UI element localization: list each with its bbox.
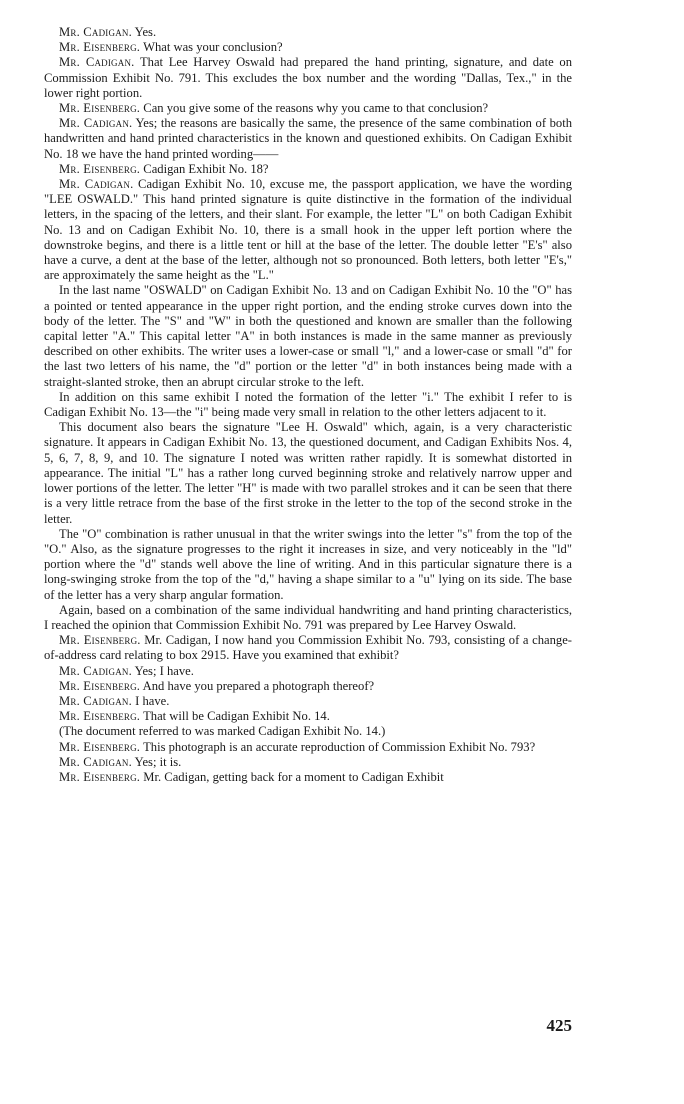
speaker-label: Mr. Cadigan. <box>59 116 133 131</box>
paragraph <box>44 420 572 526</box>
paragraph <box>44 709 572 724</box>
paragraph-text: Yes; it is. <box>131 754 182 769</box>
speaker-label: Mr. Eisenberg. <box>59 101 141 116</box>
paragraph-text: Cadigan Exhibit No. 18? <box>140 161 269 176</box>
paragraph <box>44 101 572 116</box>
paragraph-text: In the last name "OSWALD" on Cadigan Exhibit No. 13 and on Cadigan Exhibit No. 10 the "O" has a pointed or tented appearance in the upper right portion, and the ending stroke curves down into the body of the letter. The "S" and "W" in both the questioned and known are smaller than the following capital letter "A." This capital letter "A" in both instances is made in the same manner as previously described on other exhibits. The writer uses a lower-case or small "l," and a lower-case or small "d" for the last two letters of his name, the "d" portion or the letter "d" in both instances being made with a straight-slanted stroke, then an abrupt circular stroke to the left. <box>44 283 572 389</box>
paragraph-text: (The document referred to was marked Cadigan Exhibit No. 14.) <box>59 724 386 739</box>
paragraph <box>44 116 572 162</box>
paragraph <box>44 162 572 177</box>
paragraph-text: This document also bears the signature "Lee H. Oswald" which, again, is a very characteristic signature. It appears in Cadigan Exhibit No. 13, the questioned document, and Cadigan Exhibits Nos. 4, 5, 6, 7, 8, 9, and 10. The signature I noted was written rather rapidly. It is somewhat distorted in appearance. The initial "L" has a rather long curved beginning stroke and relatively narrow upper and lower portions of the letter. The letter "H" is made with two parallel strokes and it can be seen that there is a very little retrace from the base of the first stroke in the letter to the top of the second stroke in the letter. <box>44 420 572 526</box>
speaker-label: Mr. Eisenberg. <box>59 769 141 784</box>
paragraph-text: Yes. <box>131 25 157 39</box>
paragraph <box>44 527 572 603</box>
speaker-label: Mr. Cadigan. <box>59 754 132 769</box>
paragraph-text: Yes; the reasons are basically the same, the presence of the same combination of both handwritten and hand printed characteristics in the known and questioned exhibits. On Cadigan Exhibit No. 18 we have the hand printed wording—— <box>44 116 572 161</box>
paragraph-text: Mr. Cadigan, I now hand you Commission Exhibit No. 793, consisting of a change-of-address card relating to box 2915. Have you examined that exhibit? <box>44 633 572 663</box>
speaker-label: Mr. Eisenberg. <box>59 633 141 648</box>
paragraph-text: What was your conclusion? <box>140 40 283 55</box>
paragraph-text: Yes; I have. <box>131 663 194 678</box>
paragraph-text: The "O" combination is rather unusual in that the writer swings into the letter "s" from the top of the "O." Also, as the signature progresses to the right it increases in size, and very noticeably in the "ld" portion where the "d" stands well above the line of writing. And in this particular signature there is a long-swinging stroke from the top of the "d," having a shape similar to a "u" lying on its side. The base of the letter has a very sharp angular formation. <box>44 526 572 602</box>
paragraph <box>44 770 572 785</box>
paragraph <box>44 283 572 389</box>
paragraph-text: That will be Cadigan Exhibit No. 14. <box>140 709 330 724</box>
paragraph <box>44 740 572 755</box>
paragraph-text: This photograph is an accurate reproduction of Commission Exhibit No. 793? <box>140 739 536 754</box>
paragraph <box>44 755 572 770</box>
paragraph-text: Again, based on a combination of the same individual handwriting and hand printing characteristics, I reached the opinion that Commission Exhibit No. 791 was prepared by Lee Harvey Oswald. <box>44 602 572 632</box>
paragraph <box>44 390 572 420</box>
paragraph-text: That Lee Harvey Oswald had prepared the hand printing, signature, and date on Commission Exhibit No. 791. This excludes the box number and the wording "Dallas, Tex.," in the lower right portion. <box>44 55 572 100</box>
speaker-label: Mr. Eisenberg. <box>59 739 141 754</box>
paragraph <box>44 694 572 709</box>
paragraph <box>44 40 572 55</box>
transcript-page <box>44 25 572 785</box>
paragraph <box>44 679 572 694</box>
speaker-label: Mr. Eisenberg. <box>59 678 141 693</box>
paragraph <box>44 55 572 101</box>
paragraph-text: I have. <box>131 693 170 708</box>
speaker-label: Mr. Cadigan. <box>59 663 132 678</box>
speaker-label: Mr. Eisenberg. <box>59 709 141 724</box>
paragraph <box>44 633 572 663</box>
paragraph-text: Mr. Cadigan, getting back for a moment to Cadigan Exhibit <box>140 769 444 784</box>
speaker-label: Mr. Cadigan. <box>59 177 134 192</box>
speaker-label: Mr. Cadigan. <box>59 693 132 708</box>
paragraph-text: Can you give some of the reasons why you came to that conclusion? <box>140 101 489 116</box>
paragraph-text: In addition on this same exhibit I noted the formation of the letter "i." The exhibit I refer to is Cadigan Exhibit No. 13—the "i" being made very small in relation to the other letters adjacent to it. <box>44 389 572 420</box>
speaker-label: Mr. Eisenberg. <box>59 40 141 55</box>
paragraph-text: Cadigan Exhibit No. 10, excuse me, the passport application, we have the wording "LEE OSWALD." This hand printed signature is quite distinctive in the formation of the individual letters, in the spacing of the letters, and their slant. For example, the letter "L" on both Cadigan Exhibit No. 13 and on Cadigan Exhibit No. 10, there is a small hook in the upper left portion where the downstroke begins, and there is a little tent or hill at the base of the letter. The double letter "E's" also have a curve, a dent at the base of the letter, although not so pronounced. Both letters, both letter "E's," are approximately the same height as the "L." <box>44 177 572 283</box>
paragraph <box>44 603 572 633</box>
paragraph <box>44 724 572 739</box>
speaker-label: Mr. Cadigan. <box>59 25 132 39</box>
paragraph <box>44 177 572 283</box>
page-number: 425 <box>546 1016 572 1035</box>
paragraph-text: And have you prepared a photograph thereof? <box>140 678 375 693</box>
speaker-label: Mr. Eisenberg. <box>59 161 141 176</box>
speaker-label: Mr. Cadigan. <box>59 55 135 70</box>
paragraph <box>44 664 572 679</box>
paragraph <box>44 25 572 40</box>
